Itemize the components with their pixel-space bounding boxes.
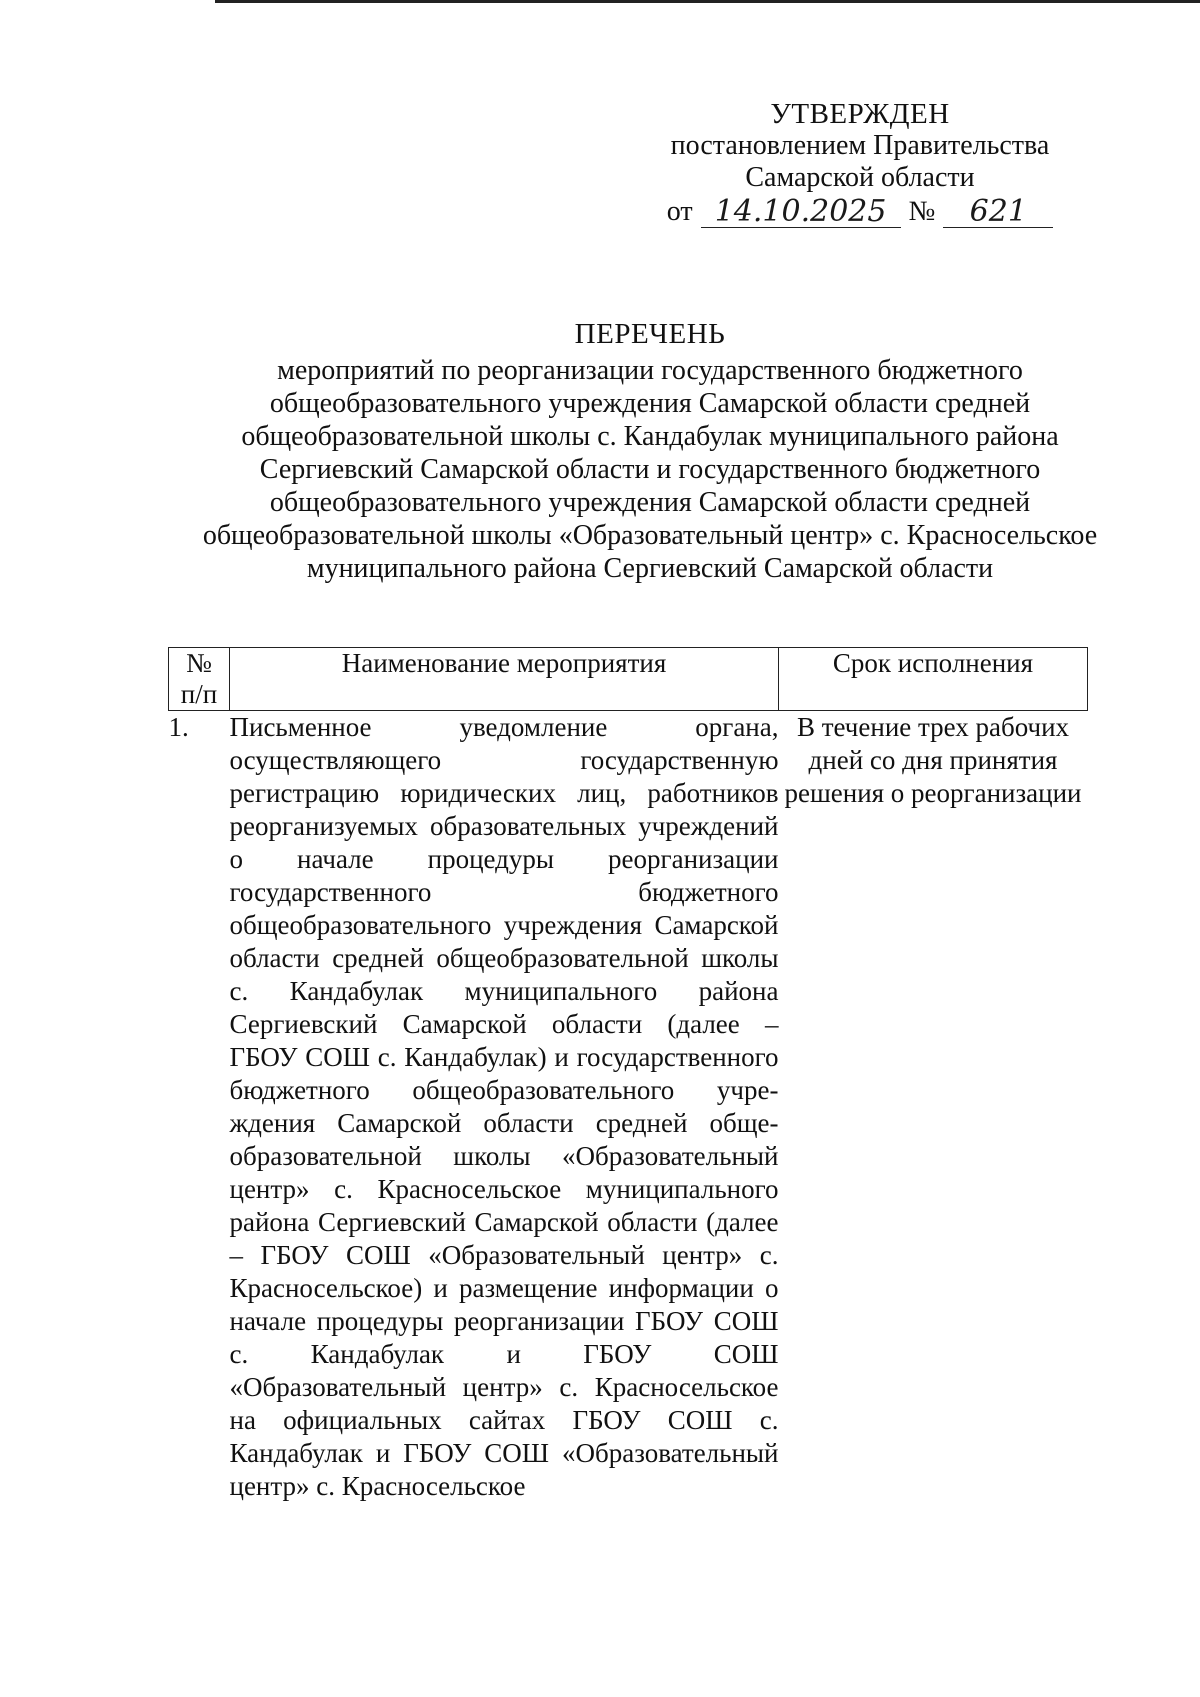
handwritten-date: 14.10.2025	[701, 197, 901, 228]
measures-table	[168, 647, 1088, 1503]
header-number-line-1: №	[186, 648, 212, 678]
row-term: В течение трех рабочих дней со дня принятия решения о реорганизации	[784, 712, 1082, 808]
approval-line-1: постановлением Правительства	[670, 130, 1050, 161]
title-line: общеобразовательной школы с. Кандабулак муниципального района	[241, 421, 1059, 452]
document-title: ПЕРЕЧЕНЬ	[574, 318, 726, 350]
approval-heading: УТВЕРЖДЕН	[770, 98, 950, 130]
header-name: Наименование мероприятия	[230, 648, 779, 711]
header-number	[169, 648, 230, 711]
table-row	[169, 711, 1088, 1504]
number-prefix: №	[908, 196, 936, 227]
approval-line-2: Самарской области	[745, 162, 975, 193]
top-border-line	[215, 0, 1200, 3]
row-number: 1.	[168, 712, 189, 742]
approval-stamp	[600, 98, 1120, 228]
header-term: Срок исполнения	[779, 648, 1088, 711]
date-prefix: от	[666, 196, 693, 227]
title-line: общеобразовательной школы «Образовательный центр» с. Красносельское	[202, 520, 1098, 551]
handwritten-number: 621	[943, 197, 1053, 228]
document-title-block	[180, 318, 1120, 585]
row-measure-name: Письменное уведомление органа, осуществляющего государственную регистрацию юридических лиц, работников реорганизуемых образовательных учреждений о начале процедуры реорганизации государственного бюджетного общеобразовательного учреждения Самарской области средней общеобразовательной школы с. Кандабулак муниципального района Сергиевский Самарской области (далее – ГБОУ СОШ с. Кандабулак) и государственного бюджетного общеобразовательного учреждения Самарской области средней общеобразовательной школы «Образовательный центр» с. Красносельское муниципального района Сергиевский Самарской области (далее – ГБОУ СОШ «Образовательный центр» с. Красносельское) и размещение информации о начале процедуры реорганизации ГБОУ СОШ с. Кандабулак и ГБОУ СОШ «Образовательный центр» с. Красносельское на официальных сайтах ГБОУ СОШ с. Кандабулак и ГБОУ СОШ «Образовательный центр» с. Красносельское	[229, 712, 779, 1501]
title-line: общеобразовательного учреждения Самарской области средней	[269, 487, 1031, 518]
table-header-row	[169, 648, 1088, 711]
title-line: мероприятий по реорганизации государственного бюджетного	[277, 355, 1023, 386]
title-line: Сергиевский Самарской области и государственного бюджетного	[259, 454, 1041, 485]
header-number-line-2: п/п	[180, 679, 218, 709]
approval-dateline	[600, 196, 1120, 228]
title-line: общеобразовательного учреждения Самарской области средней	[269, 388, 1031, 419]
title-line: муниципального района Сергиевский Самарской области	[306, 553, 994, 584]
